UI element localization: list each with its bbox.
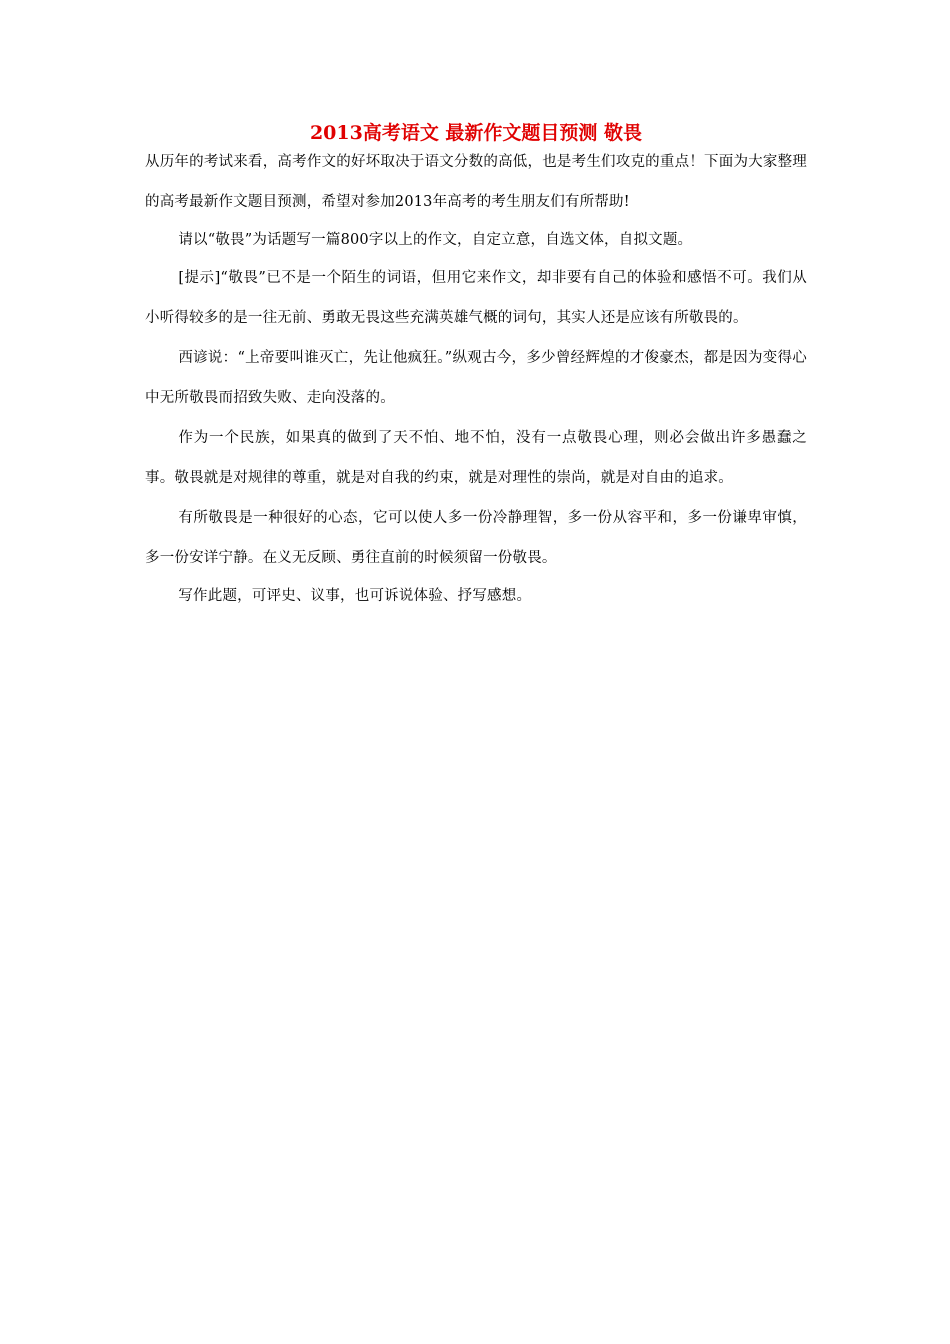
- hint-paragraph: [提示]“敬畏”已不是一个陌生的词语，但用它来作文，却非要有自己的体验和感悟不可。我们从小听得较多的是一往无前、勇敢无畏这些充满英雄气概的词句，其实人还是应该有所敬畏的。: [145, 270, 807, 326]
- mindset-paragraph: 有所敬畏是一种很好的心态，它可以使人多一份冷静理智，多一份从容平和，多一份谦卑审慎，多一份安详宁静。在义无反顾、勇往直前的时候须留一份敬畏。: [145, 510, 807, 566]
- writing-advice-paragraph: 写作此题，可评史、议事，也可诉说体验、抒写感想。: [178, 588, 532, 604]
- nation-paragraph: 作为一个民族，如果真的做到了天不怕、地不怕，没有一点敬畏心理，则必会做出许多愚蠢之事。敬畏就是对规律的尊重，就是对自我的约束，就是对理性的崇尚，就是对自由的追求。: [145, 430, 807, 486]
- intro-paragraph: 从历年的考试来看，高考作文的好坏取决于语文分数的高低，也是考生们攻克的重点！下面为大家整理的高考最新作文题目预测，希望对参加2013年高考的考生朋友们有所帮助!: [145, 154, 807, 210]
- document-title: 2013高考语文 最新作文题目预测 敬畏: [309, 122, 643, 144]
- document-body: [145, 120, 807, 614]
- essay-prompt-paragraph: 请以“敬畏”为话题写一篇800字以上的作文，自定立意，自选文体，自拟文题。: [178, 232, 693, 248]
- proverb-paragraph: 西谚说：“上帝要叫谁灭亡，先让他疯狂。”纵观古今，多少曾经辉煌的才俊豪杰，都是因为变得心中无所敬畏而招致失败、走向没落的。: [145, 350, 807, 406]
